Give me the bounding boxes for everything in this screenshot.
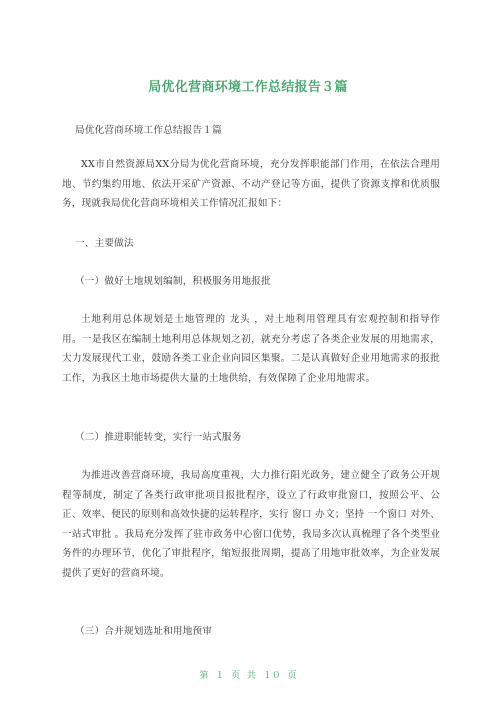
section-heading-1: 一、主要做法: [75, 238, 134, 249]
document-subtitle: 局优化营商环境工作总结报告１篇: [75, 125, 222, 136]
subsection-heading-1: （一）做好土地规划编制，积极服务用地报批: [75, 276, 271, 287]
document-title: 局优化营商环境工作总结报告３篇: [148, 80, 348, 95]
subsection-2-paragraph: 为推进改善营商环境，我局高度重视，大力推行阳光政务，建立健全了政务公开规程等制度，制定了各类行政审批项目报批程序，设立了行政审批窗口，按照公平、公正、效率、便民的原则和高效快捷的运转程序，实行 窗口 办文；坚持 一个窗口 对外、 一站式审批 。我局充分发挥了驻市政务中心窗口优势，我局多次认真梳理了各个类型业务件的办理环节，优化了审批程序，缩短报批周期，提高了用地审批效率，为企业发展提供了更好的营商环境。: [62, 470, 440, 579]
subsection-heading-2: （二）推进职能转变，实行一站式服务: [75, 432, 242, 443]
intro-paragraph: XX市自然资源局XX分局为优化营商环境，充分发挥职能部门作用，在依法合理用地、节约集约用地、依法开采矿产资源、不动产登记等方面，提供了资源支撑和优质服务，现就我局优化营商环境相关工作情况汇报如下：: [62, 159, 440, 209]
page-number-footer: 第 １ 页 共 １０ 页: [199, 671, 297, 681]
subsection-1-paragraph: 土地利用总体规划是土地管理的 龙头 ，对土地利用管理具有宏观控制和指导作用。一是我区在编制土地利用总体规划之初，就充分考虑了各类企业发展的用地需求，大力发展现代工业，鼓励各类工业企业向园区集聚。二是认真做好企业用地需求的报批工作，为我区土地市场提供大量的土地供给，有效保障了企业用地需求。: [62, 314, 440, 384]
subsection-heading-3: （三）合并规划选址和用地预审: [75, 626, 213, 637]
